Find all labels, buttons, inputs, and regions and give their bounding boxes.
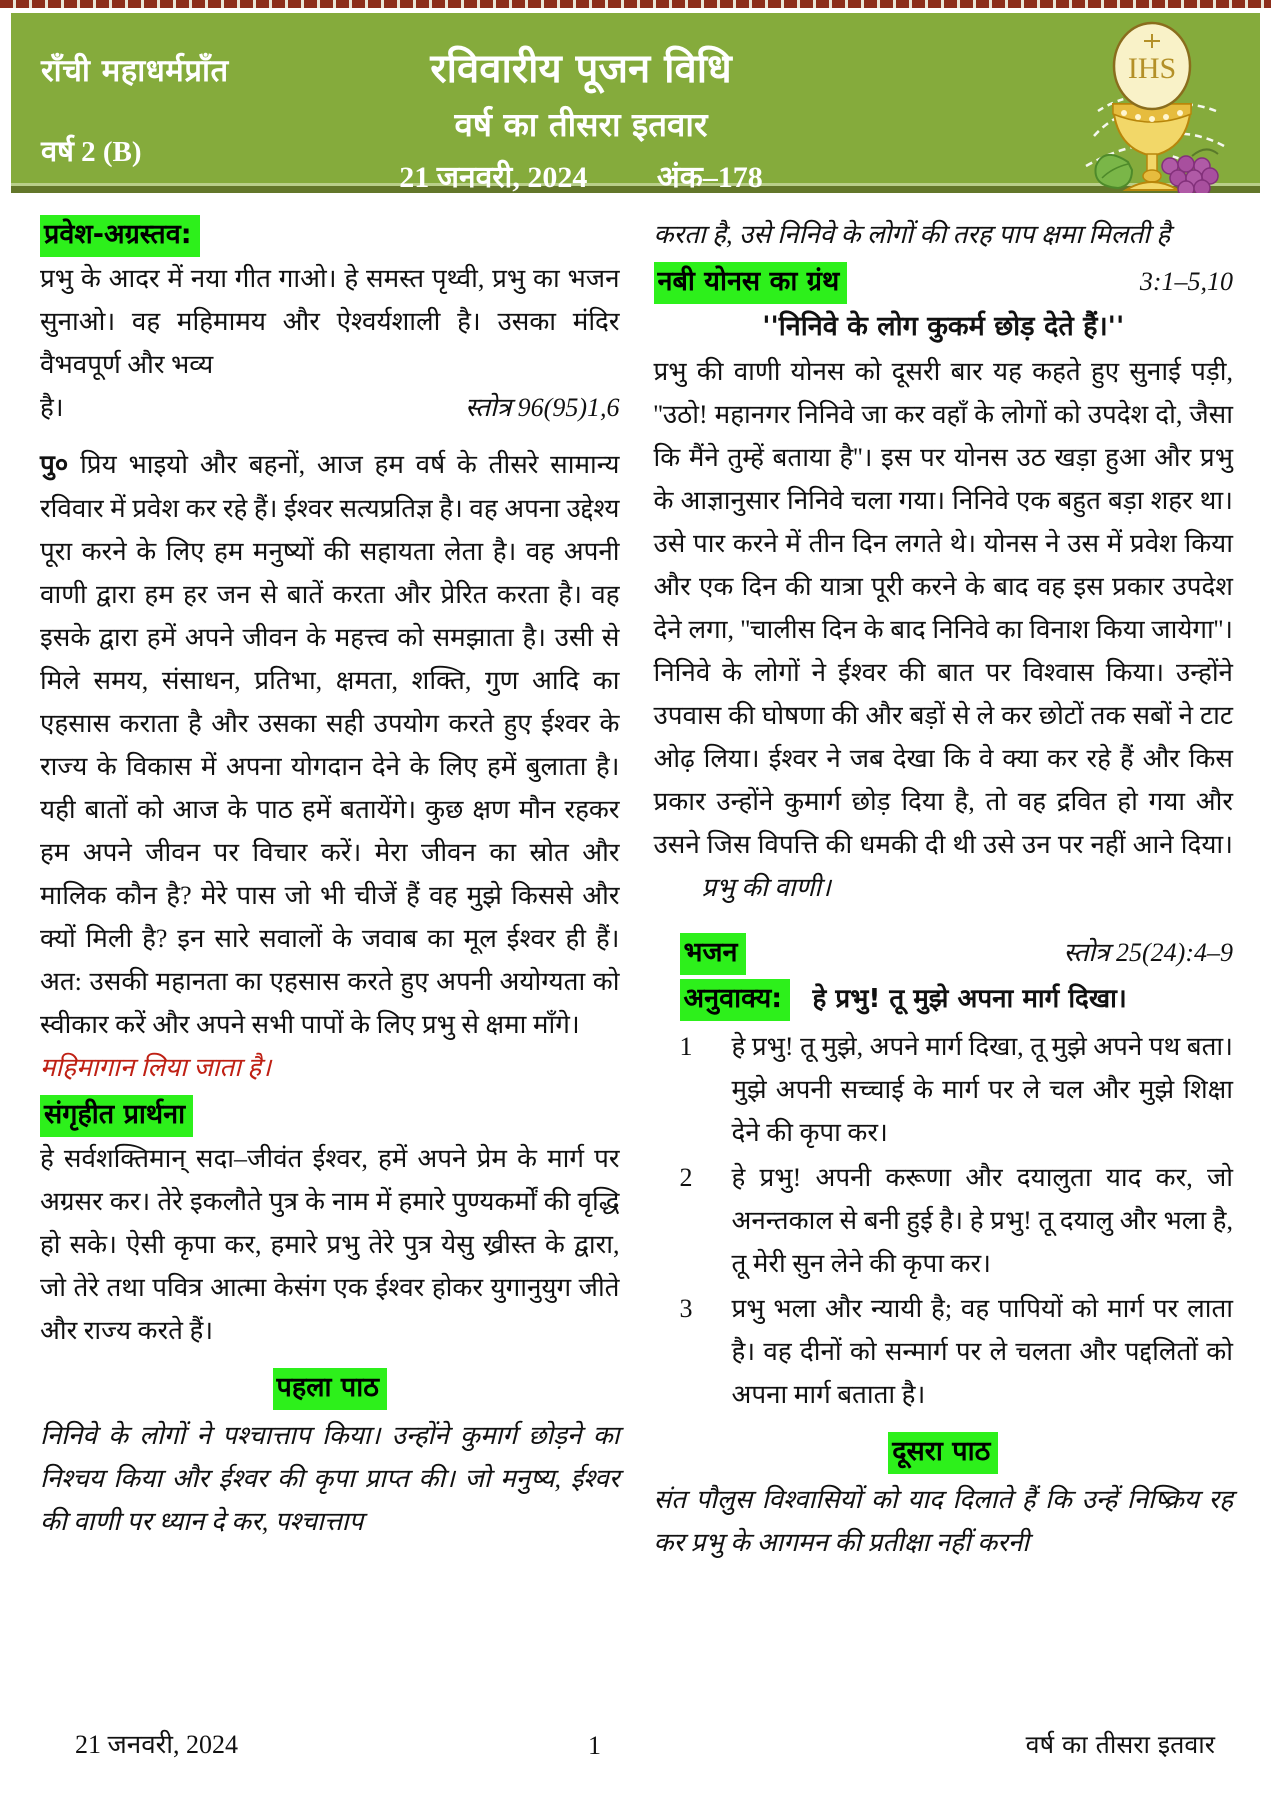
collect-section [40,1093,620,1352]
psalm-section [680,931,1234,1416]
jonah-text-body: प्रभु की वाणी योनस को दूसरी बार यह कहते हुए सुनाई पड़ी, ''उठो! महानगर निनिवे जा कर वहाँ के लोगों को उपदेश दो, जैसा कि मैंने तुम्हें बताया है''। इस पर योनस उठ खड़ा हुआ और प्रभु के आज्ञानुसार निनिवे चला गया। निनिवे एक बहुत बड़ा शहर था। उसे पार करने में तीन दिन लगते थे। योनस ने उस में प्रवेश किया और एक दिन की यात्रा पूरी करने के बाद वह इस प्रकार उपदेश देने लगा, ''चालीस दिन के बाद निनिवे का विनाश किया जायेगा''। निनिवे के लोगों ने ईश्वर की बात पर विश्वास किया। उन्होंने उपवास की घोषणा की और बड़ों से ले कर छोटों तक सबों ने टाट ओढ़ लिया। ईश्वर ने जब देखा कि वे क्या कर रहे हैं और किस प्रकार उन्होंने कुमार्ग छोड़ दिया है, तो वह द्रवित हो गया और उसने जिस विपत्ति की धमकी दी थी उसे उन पर नहीं आने दिया। [653,357,1233,859]
chalice-host-grapes-icon [1066,16,1238,193]
verse-number: 2 [679,1163,693,1192]
entrance-heading: प्रवेश-अग्रस्तव: [40,215,200,257]
psalm-verse [680,1025,1234,1154]
second-reading-section [654,1430,1234,1564]
second-reading-intro: संत पौलुस विश्वासियों को याद दिलाते हैं कि उन्हें निष्क्रिय रह कर प्रभु के आगमन की प्रतीक्षा नहीं करनी [653,1485,1233,1557]
verse-text: प्रभु भला और न्यायी है; वह पापियों को मार्ग पर लाता है। वह दीनों को सन्मार्ग पर ले चलता और पद्दलितों को अपना मार्ग बताता है। [731,1294,1233,1409]
antiphon-label: अनुवाक्य: [680,979,791,1021]
date-issue-line [326,155,836,196]
jonah-heading: नबी योनस का ग्रंथ [654,262,848,304]
entrance-text-end: है। [40,393,64,422]
page-number: 1 [588,1731,601,1760]
gloria-rubric: महिमागान लिया जाता है। [40,1053,272,1082]
bulletin-title: रविवारीय पूजन विधि [430,46,732,92]
jonah-quote: ''निनिवे के लोग कुकर्म छोड़ देते हैं।'' [762,311,1125,342]
masthead [11,13,1260,193]
psalm-ref: स्तोत्र 25(24):4–9 [1063,938,1233,967]
verse-number: 1 [679,1032,693,1061]
word-of-the-lord: प्रभु की वाणी। [701,873,831,902]
masthead-left [41,13,371,186]
issue-number: अंक–178 [656,161,763,194]
priest-exhortation [40,443,620,1046]
psalm-verse [680,1156,1234,1285]
top-dashed-border [0,0,1271,8]
entrance-psalm-ref: स्तोत्र 96(95)1,6 [465,393,620,422]
priest-text: प्रिय भाइयो और बहनों, आज हम वर्ष के तीसरे सामान्य रविवार में प्रवेश कर रहे हैं। ईश्वर सत्यप्रतिज्ञ है। वह अपना उद्देश्य पूरा करने के लिए हम मनुष्यों की सहायता लेता है। वह अपनी वाणी द्वारा हम हर जन से बातें करता और प्रेरित करता है। वह इसके द्वारा हमें अपने जीवन के महत्त्व को समझाता है। उसी से मिले समय, संसाधन, प्रतिभा, क्षमता, शक्ति, गुण आदि का एहसास कराता है और उसका सही उपयोग करते हुए ईश्वर के राज्य के विकास में अपना योगदान देने के लिए हमें बुलाता है। यही बातों को आज के पाठ हमें बतायेंगे। कुछ क्षण मौन रहकर हम अपने जीवन पर विचार करें। मेरा जीवन का स्रोत और मालिक कौन है? मेरे पास जो भी चीजें हैं वह मुझे किससे और क्यों मिली है? इन सारे सवालों के जवाब का मूल ईश्वर ही हैं। अत: उसकी महानता का एहसास करते हुए अपनी अयोग्यता को स्वीकार करें और अपने सभी पापों के लिए प्रभु से क्षमा माँगे। [40,450,620,1039]
diocese-name: राँची महाधर्मप्राँत [41,53,229,89]
first-reading-section [40,1366,620,1543]
host-icon [1114,23,1190,109]
jonah-text [654,350,1234,909]
bulletin-body [0,193,1271,1564]
first-reading-heading: पहला पाठ [273,1368,387,1410]
left-column [40,213,620,1564]
entrance-text: प्रभु के आदर में नया गीत गाओ। हे समस्त पृथ्वी, प्रभु का भजन सुनाओ। वह महिमामय और ऐश्वर्यशाली है। उसका मंदिर वैभवपूर्ण और भव्य [40,264,620,379]
liturgical-year-label: वर्ष 2 (B) [41,136,142,168]
first-reading-intro: निनिवे के लोगों ने पश्चात्ताप किया। उन्होंने कुमार्ग छोड़ने का निश्चय किया और ईश्वर की कृपा प्राप्त की। जो मनुष्य, ईश्वर की वाणी पर ध्यान दे कर, पश्चात्ताप [40,1421,620,1536]
collect-text: हे सर्वशक्तिमान् सदा–जीवंत ईश्वर, हमें अपने प्रेम के मार्ग पर अग्रसर कर। तेरे इकलौते पुत्र के नाम में हमारे पुण्यकर्मों की वृद्धि हो सके। ऐसी कृपा कर, हमारे प्रभु तेरे पुत्र येसु ख्रीस्त के द्वारा, जो तेरे तथा पवित्र आत्मा केसंग एक ईश्वर होकर युगानुयुग जीते और राज्य करते हैं। [40,1144,620,1345]
sunday-title: वर्ष का तीसरा इतवार [454,105,708,144]
first-reading-intro-continued: करता है, उसे निनिवे के लोगों की तरह पाप क्षमा मिलती है [653,220,1171,249]
psalm-heading: भजन [680,933,746,975]
verse-number: 3 [679,1294,693,1323]
jonah-reading-section [654,260,1234,909]
jonah-chapter-ref: 3:1–5,10 [1139,267,1233,296]
masthead-center [326,45,836,196]
footer-date: 21 जनवरी, 2024 [75,1730,239,1759]
right-column [654,213,1234,1564]
grape-leaf-icon [1095,155,1132,188]
collect-heading: संगृहीत प्रार्थना [40,1095,193,1137]
ihs-monogram: IHS [1127,52,1177,85]
footer-sunday-title: वर्ष का तीसरा इतवार [1025,1730,1215,1759]
psalm-verse [680,1287,1234,1416]
verse-text: हे प्रभु! अपनी करूणा और दयालुता याद कर, जो अनन्तकाल से बनी हुई है। हे प्रभु! तू दयालु और भला है, तू मेरी सुन लेने की कृपा कर। [731,1163,1233,1278]
verse-text: हे प्रभु! तू मुझे, अपने मार्ग दिखा, तू मुझे अपने पथ बता। मुझे अपनी सच्चाई के मार्ग पर ले चल और मुझे शिक्षा देने की कृपा कर। [731,1032,1233,1147]
priest-label: पु० [40,450,69,480]
antiphon-text: हे प्रभु! तू मुझे अपना मार्ग दिखा। [812,984,1127,1014]
issue-date: 21 जनवरी, 2024 [399,161,588,194]
entrance-section [40,213,620,429]
second-reading-heading: दूसरा पाठ [888,1432,998,1474]
psalm-verses [680,1025,1234,1416]
